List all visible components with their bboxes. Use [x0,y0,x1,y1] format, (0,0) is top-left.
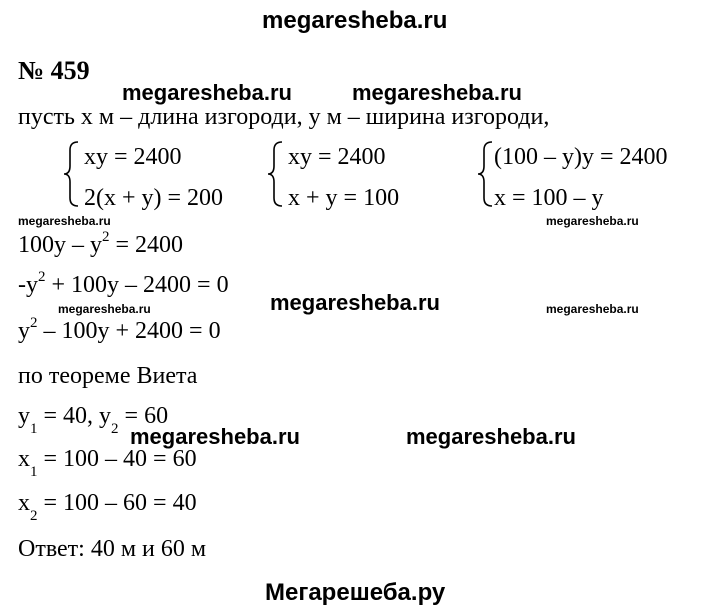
answer-text: Ответ: 40 м и 60 м [18,536,207,562]
equation-part: = 40, y [37,403,112,429]
subscript: 2 [30,507,38,524]
equation-part: 100y – y [18,232,102,258]
site-header-link[interactable]: megaresheba.ru [262,7,448,34]
vieta-text: по теореме Виета [18,363,198,389]
subscript: 1 [30,463,38,480]
exponent: 2 [30,315,38,331]
site-footer-link[interactable]: Мегарешеба.ру [265,579,446,606]
brace-icon [476,140,496,208]
intro-text: пусть x м – длина изгороди, y м – ширина изгороди, [18,104,550,130]
watermark: megaresheba.ru [122,80,292,105]
var: y [18,403,30,429]
equation-part: = 100 – 40 = 60 [37,446,197,472]
watermark: megaresheba.ru [406,424,576,449]
exponent: 2 [38,269,46,285]
system2-eq1: xy = 2400 [288,144,386,170]
brace-icon [62,140,82,208]
system1-eq1: xy = 2400 [84,144,182,170]
subscript: 1 [30,420,38,437]
system2-eq2: x + y = 100 [288,185,400,211]
exponent: 2 [102,229,110,245]
equation-line [18,271,229,299]
equation-part: = 2400 [109,232,184,258]
equation-line [18,317,221,345]
roots-y-line [18,402,169,437]
system1-eq2: 2(x + y) = 200 [84,185,224,211]
watermark-small: megaresheba.ru [58,302,151,316]
root-x1-line [18,445,197,480]
system3-eq1: (100 – y)y = 2400 [494,144,668,170]
watermark: megaresheba.ru [270,290,440,315]
watermark-small: megaresheba.ru [18,214,111,228]
root-x2-line [18,489,197,524]
var: x [18,446,30,472]
watermark-small: megaresheba.ru [546,214,639,228]
equation-part: – 100y + 2400 = 0 [37,318,221,344]
system3-eq2: x = 100 – y [494,185,604,211]
subscript: 2 [111,420,119,437]
watermark: megaresheba.ru [130,424,300,449]
watermark-small: megaresheba.ru [546,302,639,316]
var: x [18,490,30,516]
watermark: megaresheba.ru [352,80,522,105]
brace-icon [266,140,286,208]
equation-part: y [18,318,30,344]
problem-number: № 459 [18,56,90,85]
equation-part: = 100 – 60 = 40 [37,490,197,516]
equation-part: + 100y – 2400 = 0 [45,272,229,298]
equation-line [18,231,183,259]
equation-part: -y [18,272,38,298]
equation-part: = 60 [118,403,169,429]
